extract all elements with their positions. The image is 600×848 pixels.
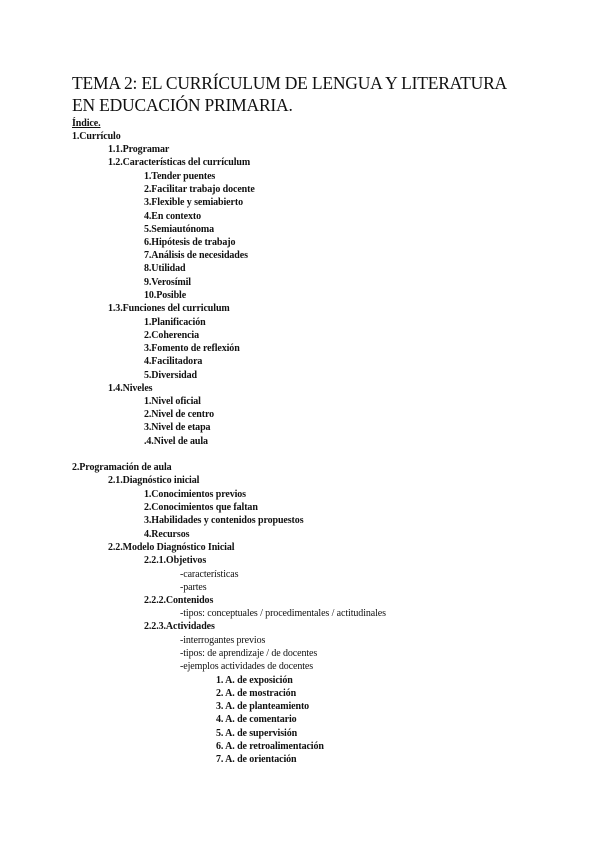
index-line: 3.Nivel de etapa xyxy=(144,422,211,433)
index-line: -ejemplos actividades de docentes xyxy=(180,661,314,672)
index-line: 3.Flexible y semiabierto xyxy=(144,197,243,208)
document-title xyxy=(72,72,507,116)
index-line: 6.Hipótesis de trabajo xyxy=(144,237,236,248)
index-line: .4.Nivel de aula xyxy=(144,436,208,447)
index-line: 2.2.3.Actividades xyxy=(144,621,215,632)
index-line: 5.Semiautónoma xyxy=(144,224,214,235)
index-line: 2.Coherencia xyxy=(144,330,199,341)
index-line: 1.Conocimientos previos xyxy=(144,489,246,500)
title-line-1: TEMA 2: EL CURRÍCULUM DE LENGUA Y LITERATURA xyxy=(72,73,507,93)
index-line: 4.Recursos xyxy=(144,529,190,540)
index-line: 1. A. de exposición xyxy=(216,675,293,686)
index-line: 1.Planificación xyxy=(144,317,206,328)
index-line: 5. A. de supervisión xyxy=(216,728,298,739)
index-line: 2.2.Modelo Diagnóstico Inicial xyxy=(108,542,235,553)
index-line: 1.3.Funciones del curriculum xyxy=(108,303,230,314)
index-line: -partes xyxy=(180,582,207,593)
index-line: 2.1.Diagnóstico inicial xyxy=(108,475,200,486)
index-line: 2.2.2.Contenidos xyxy=(144,595,214,606)
index-line: 1.4.Niveles xyxy=(108,383,153,394)
index-line: 9.Verosímil xyxy=(144,277,191,288)
index-line: 1.Currículo xyxy=(72,131,121,142)
index-line: 3.Habilidades y contenidos propuestos xyxy=(144,515,304,526)
index-line: 3.Fomento de reflexión xyxy=(144,343,240,354)
index-line: 2.Programación de aula xyxy=(72,462,172,473)
index-line: 1.1.Programar xyxy=(108,144,170,155)
index-line: -tipos: de aprendizaje / de docentes xyxy=(180,648,318,659)
index-line: -tipos: conceptuales / procedimentales / actitudinales xyxy=(180,608,386,619)
index-line: 4.En contexto xyxy=(144,211,202,222)
index-line: 1.2.Características del currículum xyxy=(108,157,251,168)
index-line: 8.Utilidad xyxy=(144,263,186,274)
index-line: 2.Nivel de centro xyxy=(144,409,215,420)
title-line-2: EN EDUCACIÓN PRIMARIA. xyxy=(72,95,293,115)
index-line: 10.Posible xyxy=(144,290,187,301)
index-line: 1.Tender puentes xyxy=(144,171,216,182)
index-line: 2. A. de mostración xyxy=(216,688,297,699)
index-line: 2.Facilitar trabajo docente xyxy=(144,184,255,195)
index-line: -características xyxy=(180,569,239,580)
index-heading: Índice. xyxy=(72,118,101,129)
index-line: 1.Nivel oficial xyxy=(144,396,201,407)
index-line: 7. A. de orientación xyxy=(216,754,297,765)
index-line: 2.Conocimientos que faltan xyxy=(144,502,258,513)
index-line: 6. A. de retroalimentación xyxy=(216,741,324,752)
index-line: 4. A. de comentario xyxy=(216,714,297,725)
index-line: 7.Análisis de necesidades xyxy=(144,250,248,261)
index-line: 5.Diversidad xyxy=(144,370,197,381)
index-line: 4.Facilitadora xyxy=(144,356,203,367)
index-line: 2.2.1.Objetivos xyxy=(144,555,207,566)
index-line: 3. A. de planteamiento xyxy=(216,701,310,712)
index-line: -interrogantes previos xyxy=(180,635,266,646)
